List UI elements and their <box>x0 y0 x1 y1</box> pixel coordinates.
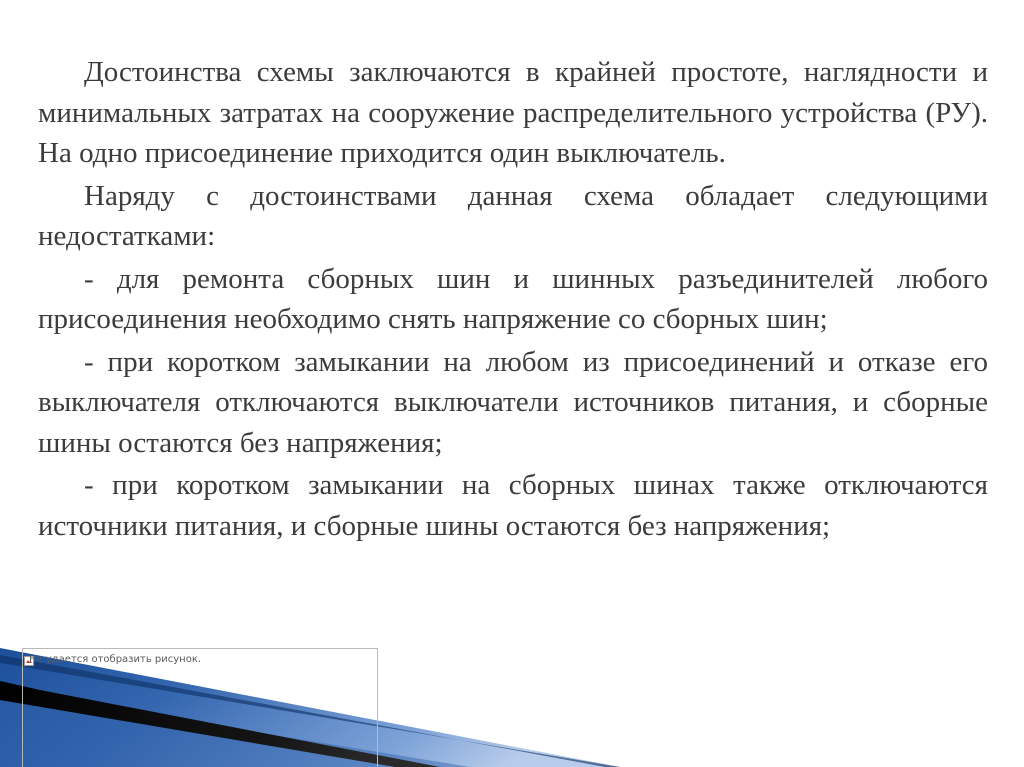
list-item-breaker-failure: - при коротком замыкании на любом из присоединений и отказе его выключателя отключаются выключатели источников питания, и сборные шины остаются без напряжения; <box>38 345 988 459</box>
list-item-repair: - для ремонта сборных шин и шинных разъединителей любого присоединения необходимо снять напряжение со сборных шин; <box>38 262 988 335</box>
paragraph-disadvantages-intro: Наряду с достоинствами данная схема обладает следующими недостатками: <box>38 179 988 252</box>
list-item-busbar-fault: - при коротком замыкании на сборных шинах также отключаются источники питания, и сборные шины остаются без напряжения; <box>38 469 988 542</box>
broken-image-message: Не удается отобразить рисунок. <box>29 654 202 665</box>
body-text <box>38 52 988 546</box>
paragraph-advantages: Достоинства схемы заключаются в крайней простоте, наглядности и минимальных затратах на сооружение распределительного устройства (РУ). На одно присоединение приходится один выключатель. <box>38 56 988 169</box>
